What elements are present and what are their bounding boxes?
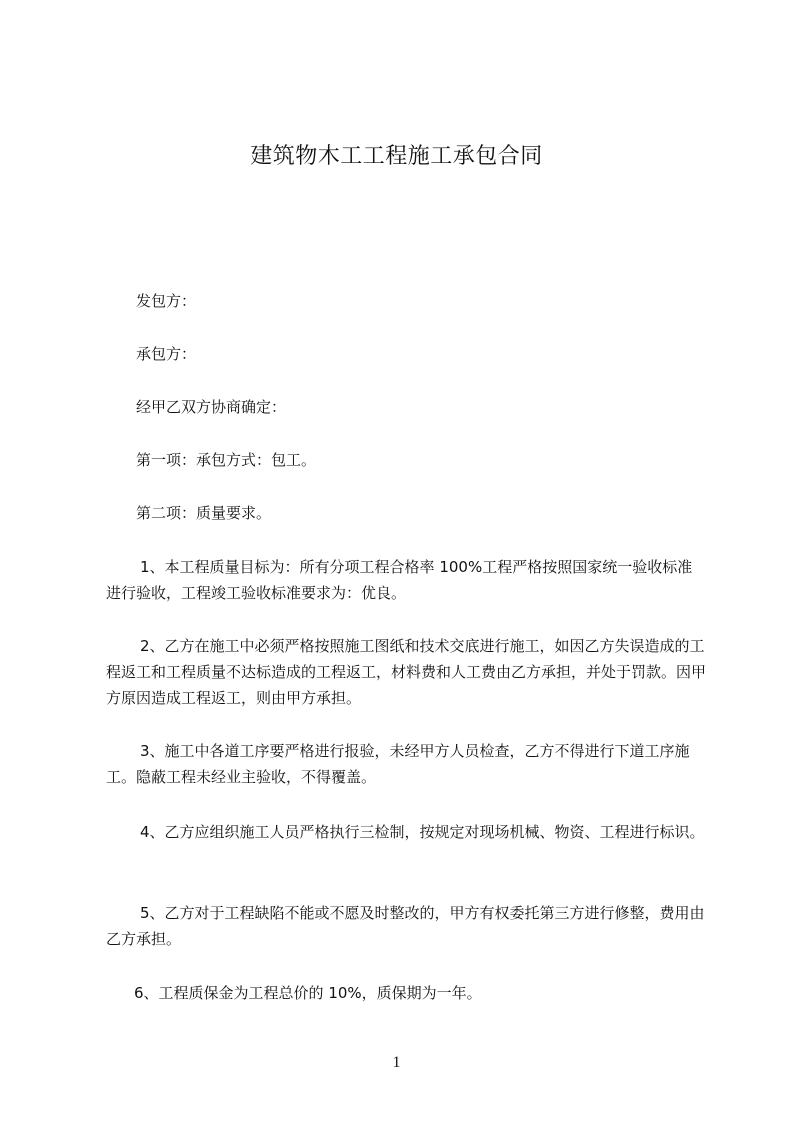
contractor-label: 承包方： — [136, 345, 197, 363]
clause-1: 第一项：承包方式：包工。 — [136, 451, 317, 469]
list-item: 2、乙方在施工中必须严格按照施工图纸和技术交底进行施工，如因乙方失误造成的工程返工和工程质量不达标造成的工程返工，材料费和人工费由乙方承担，并处于罚款。因甲方原因造成工程返工，则由甲方承担。 — [106, 637, 707, 707]
clause-2: 第二项：质量要求。 — [136, 504, 272, 522]
list-item: 6、工程质保金为工程总价的 10%，质保期为一年。 — [134, 984, 482, 1002]
list-item: 5、乙方对于工程缺陷不能或不愿及时整改的，甲方有权委托第三方进行修整，费用由乙方承担。 — [106, 904, 705, 948]
document-title: 建筑物木工工程施工承包合同 — [250, 144, 543, 169]
employer-label: 发包方： — [136, 292, 197, 310]
agreement-intro: 经甲乙双方协商确定： — [136, 398, 287, 416]
list-item: 3、施工中各道工序要严格进行报验，未经甲方人员检查，乙方不得进行下道工序施工。隐蔽工程未经业主验收，不得覆盖。 — [106, 742, 690, 786]
list-item: 1、本工程质量目标为：所有分项工程合格率 100%工程严格按照国家统一验收标准进行验收，工程竣工验收标准要求为：优良。 — [106, 558, 693, 602]
page-number: 1 — [392, 1054, 401, 1071]
list-item: 4、乙方应组织施工人员严格执行三检制，按规定对现场机械、物资、工程进行标识。 — [140, 823, 705, 841]
